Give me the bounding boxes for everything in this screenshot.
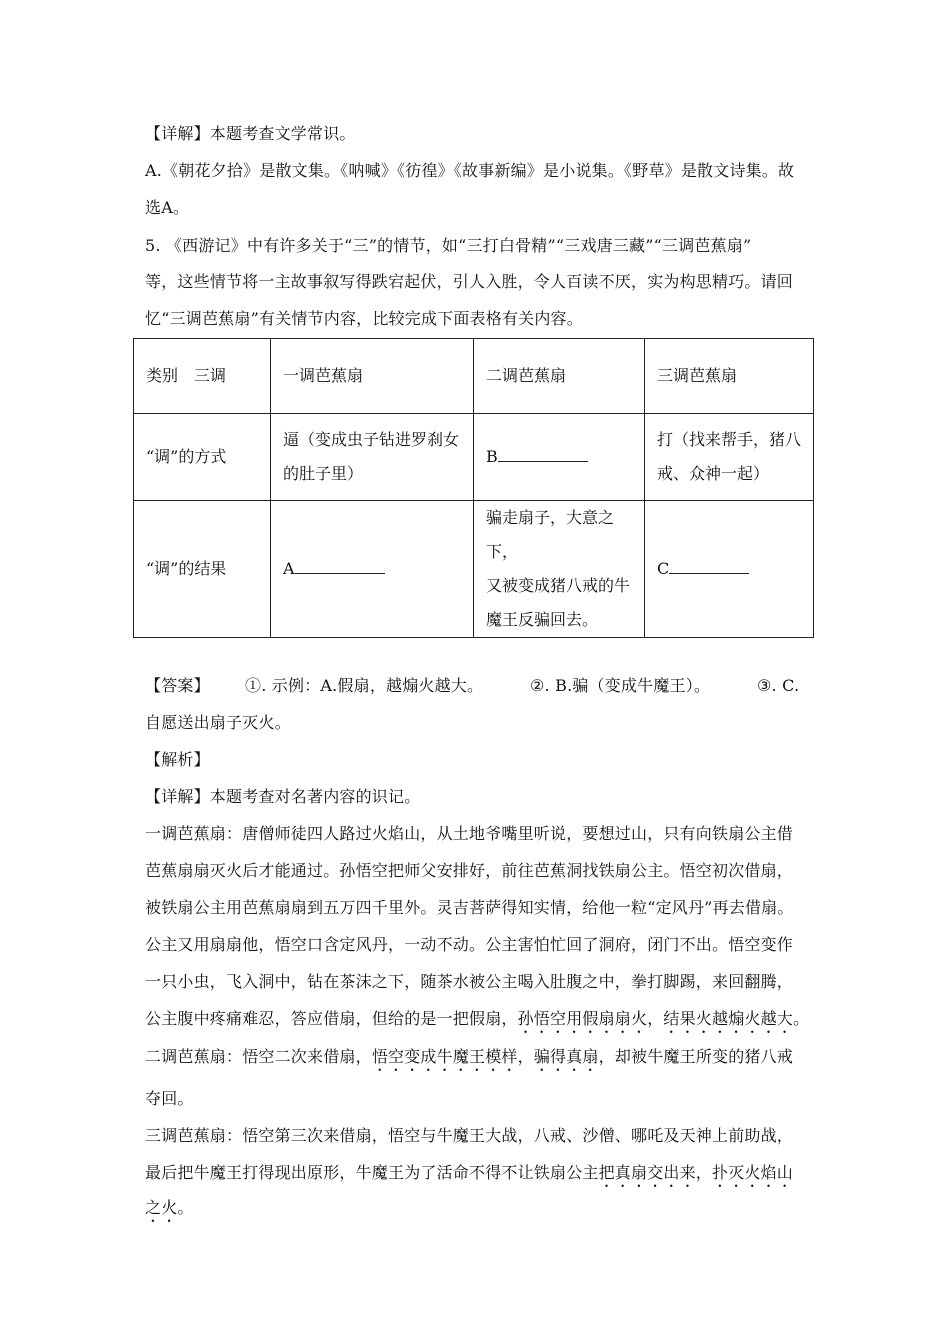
prev-detail: 【详解】本题考查文学常识。 <box>145 124 356 143</box>
para1-line-3: 被铁扇公主用芭蕉扇扇到五万四千里外。灵吉菩萨得知实情，给他一粒“定风丹”再去借扇。 <box>145 898 794 917</box>
row-method-first <box>271 414 474 501</box>
answer-item-2: ②. B.骗（变成牛魔王）。 <box>530 676 711 695</box>
blank-a-label: A <box>283 559 295 578</box>
analysis-tag: 【解析】 <box>145 750 210 769</box>
question-5-line-3: 忆“三调芭蕉扇”有关情节内容，比较完成下面表格有关内容。 <box>145 309 583 328</box>
para3-line-2 <box>145 1163 815 1191</box>
row-result-second-line-3: 魔王反骗回去。 <box>486 610 599 629</box>
blank-c-line <box>669 557 749 574</box>
para2-line-1-a: 二调芭蕉扇：悟空二次来借扇， <box>145 1047 372 1066</box>
blank-c-label: C <box>657 559 670 578</box>
row-result-second-line-1: 骗走扇子，大意之下， <box>486 508 615 561</box>
detail-heading: 【详解】本题考查对名著内容的识记。 <box>145 787 421 806</box>
table-row-method <box>134 414 814 501</box>
header-first: 一调芭蕉扇 <box>271 339 474 414</box>
answer-tag: 【答案】 <box>145 676 210 695</box>
header-third: 三调芭蕉扇 <box>645 339 814 414</box>
para1-line-6 <box>145 1009 815 1037</box>
header-second: 二调芭蕉扇 <box>474 339 645 414</box>
para2-line-2: 夺回。 <box>145 1089 194 1108</box>
para1-line-2: 芭蕉扇扇灭火后才能通过。孙悟空把师父安排好，前往芭蕉洞找铁扇公主。悟空初次借扇， <box>145 861 794 880</box>
para3-line-3-end: 。 <box>177 1198 194 1217</box>
row-method-third <box>645 414 814 501</box>
row-result-label: “调”的结果 <box>134 501 271 638</box>
para2-line-1-b: ，却被牛魔王所变的猪八戒 <box>598 1047 794 1066</box>
row-result-first <box>271 501 474 638</box>
row-method-third-line-1: 打（找来帮手，猪八 <box>657 430 802 449</box>
para3-line-3-emphasis: 之火 <box>145 1198 178 1217</box>
answer-line-2: 自愿送出扇子灭火。 <box>145 713 291 732</box>
row-result-third <box>645 501 814 638</box>
question-5-line-1: 5. 《西游记》中有许多关于“三”的情节，如“三打白骨精”“三戏唐三藏”“三调芭蕉扇” <box>145 236 752 255</box>
answer-item-1: ①. 示例：A.假扇，越煽火越大。 <box>245 676 484 695</box>
para1-line-6-emphasis: 孙悟空用假扇扇火，结果火越煽火越大。 <box>517 1009 810 1028</box>
para1-line-4: 公主又用扇扇他，悟空口含定风丹，一动不动。公主害怕忙回了洞府，闭门不出。悟空变作 <box>145 935 794 954</box>
blank-b-line <box>498 445 588 462</box>
para3-line-2-emphasis: 把真扇交出来，扑灭火焰山 <box>598 1163 794 1182</box>
para3-line-3 <box>145 1198 815 1226</box>
para1-line-5: 一只小虫，飞入洞中，钻在茶沫之下，随茶水被公主喝入肚腹之中，拳打脚踢，来回翻腾， <box>145 972 794 991</box>
row-result-second-line-2: 又被变成猪八戒的牛 <box>486 576 631 595</box>
row-result-second <box>474 501 645 638</box>
para2-line-1-emphasis: 悟空变成牛魔王模样，骗得真扇 <box>371 1047 599 1066</box>
para2-line-1 <box>145 1047 815 1075</box>
answer-item-3: ③. C. <box>757 676 800 695</box>
prev-answer-line-2: 选A。 <box>145 198 190 217</box>
para3-line-2-a: 最后把牛魔王打得现出原形，牛魔王为了活命不得不让铁扇公主 <box>145 1163 599 1182</box>
blank-b-label: B <box>486 447 498 466</box>
para1-line-6-plain: 公主腹中疼痛难忍，答应借扇，但给的是一把假扇， <box>145 1009 518 1028</box>
row-method-first-line-1: 逼（变成虫子钻进罗刹女 <box>283 430 460 449</box>
row-method-label: “调”的方式 <box>134 414 271 501</box>
header-category: 类别 三调 <box>134 339 271 414</box>
blank-a-line <box>295 557 385 574</box>
para3-line-1: 三调芭蕉扇：悟空第三次来借扇，悟空与牛魔王大战，八戒、沙僧、哪吒及天神上前助战， <box>145 1126 794 1145</box>
table-row-result <box>134 501 814 638</box>
prev-answer-line-1: A.《朝花夕拾》是散文集。《呐喊》《彷徨》《故事新编》是小说集。《野草》是散文诗集。故 <box>145 161 795 180</box>
question-5-line-2: 等，这些情节将一主故事叙写得跌宕起伏，引人入胜，令人百读不厌，实为构思精巧。请回 <box>145 272 794 291</box>
row-method-first-line-2: 的肚子里） <box>283 464 364 483</box>
para1-line-1: 一调芭蕉扇：唐僧师徒四人路过火焰山，从土地爷嘴里听说，要想过山，只有向铁扇公主借 <box>145 824 794 843</box>
table-header-row <box>134 339 814 414</box>
row-method-third-line-2: 戒、众神一起） <box>657 464 770 483</box>
comparison-table <box>133 338 814 638</box>
row-method-second <box>474 414 645 501</box>
